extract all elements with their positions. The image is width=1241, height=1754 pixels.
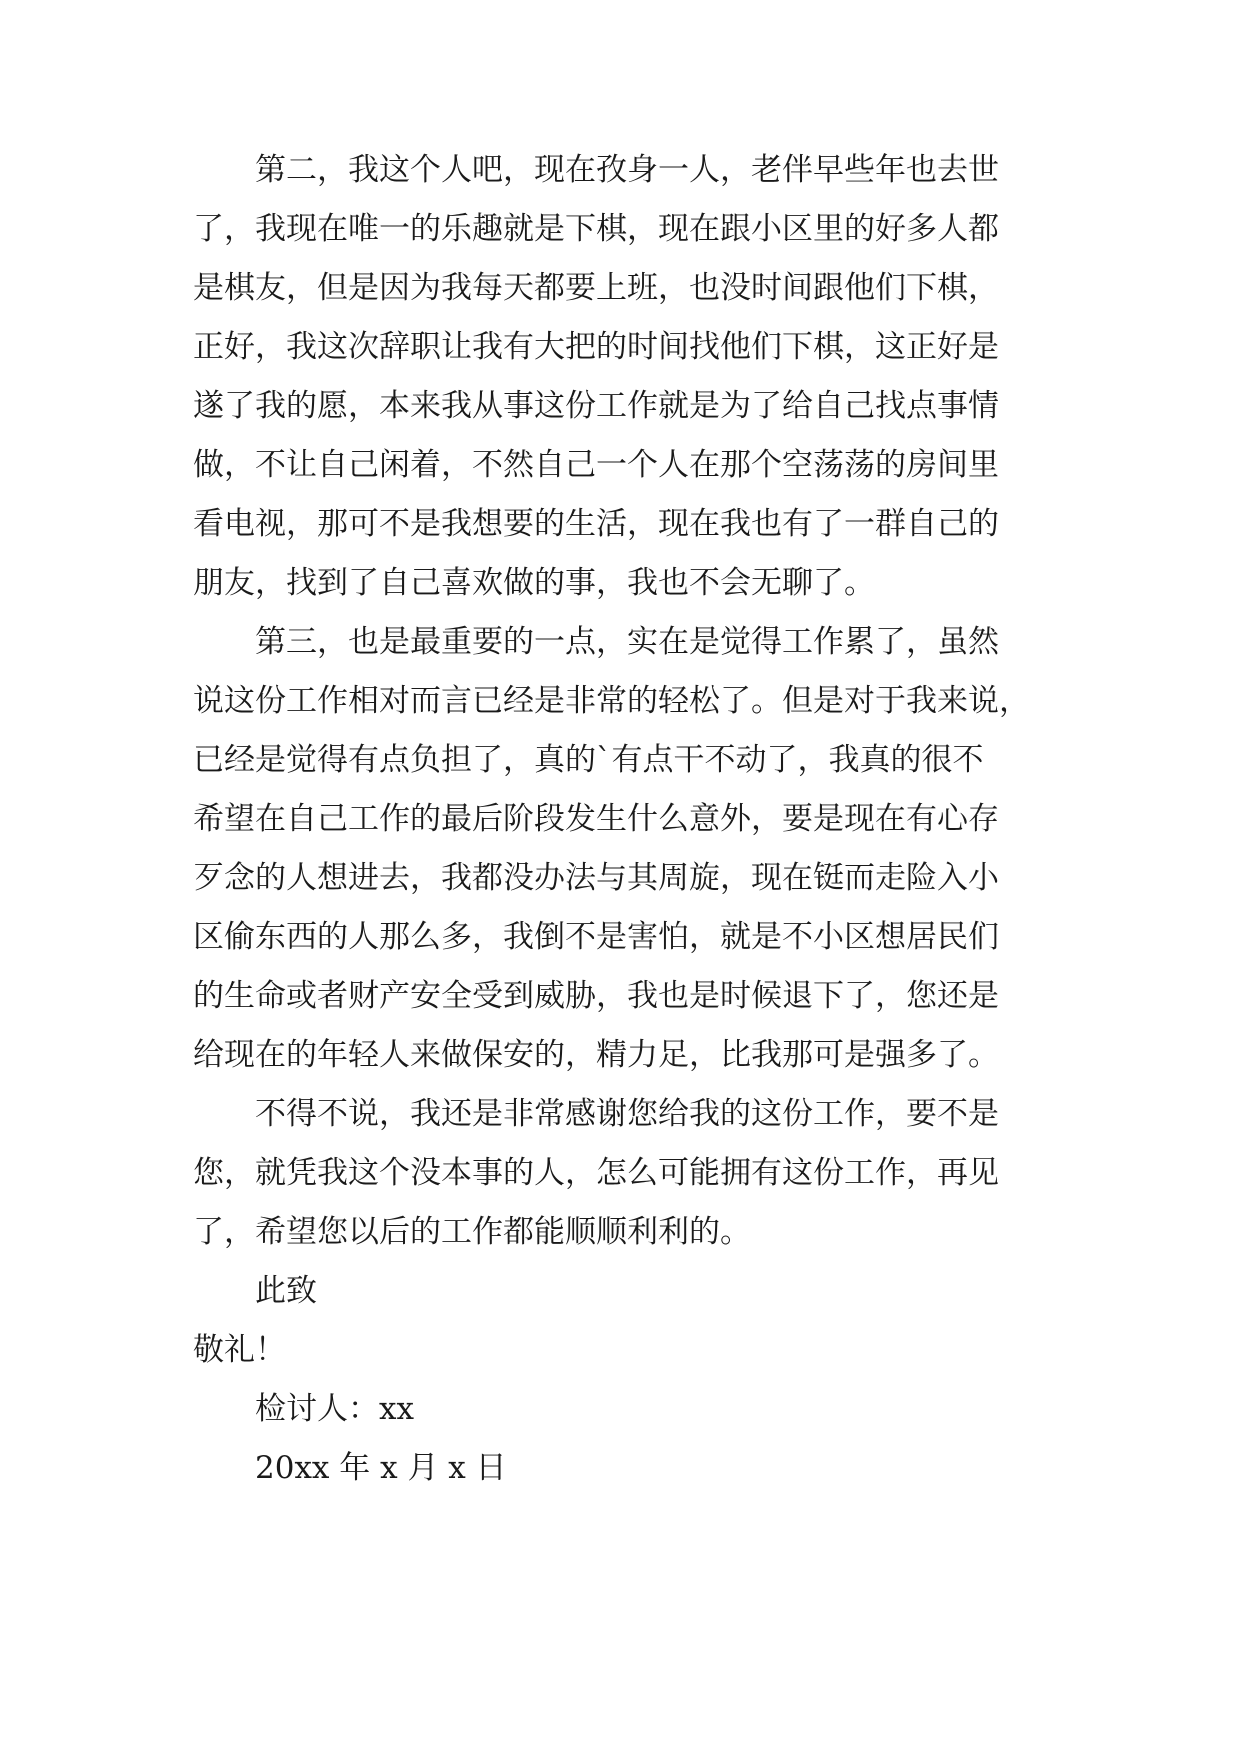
paragraph-1-line-5: 遂了我的愿，本来我从事这份工作就是为了给自己找点事情 xyxy=(193,388,999,424)
paragraph-1-line-7: 看电视，那可不是我想要的生活，现在我也有了一群自己的 xyxy=(193,506,999,542)
paragraph-2-line-8: 给现在的年轻人来做保安的，精力足，比我那可是强多了。 xyxy=(193,1037,999,1073)
paragraph-1-line-6: 做，不让自己闲着，不然自己一个人在那个空荡荡的房间里 xyxy=(193,447,999,483)
paragraph-2-line-5: 歹念的人想进去，我都没办法与其周旋，现在铤而走险入小 xyxy=(193,860,999,896)
paragraph-3-line-2: 您，就凭我这个没本事的人，怎么可能拥有这份工作，再见 xyxy=(193,1155,999,1191)
paragraph-2-line-3: 已经是觉得有点负担了，真的`有点干不动了，我真的很不 xyxy=(193,742,984,778)
paragraph-2-line-4: 希望在自己工作的最后阶段发生什么意外，要是现在有心存 xyxy=(193,801,999,837)
paragraph-1-line-3: 是棋友，但是因为我每天都要上班，也没时间跟他们下棋， xyxy=(193,270,999,306)
salutation-text: 敬礼！ xyxy=(193,1332,286,1368)
paragraph-3-line-3: 了，希望您以后的工作都能顺顺利利的。 xyxy=(193,1214,751,1250)
paragraph-2-line-2: 说这份工作相对而言已经是非常的轻松了。但是对于我来说， xyxy=(193,683,1030,719)
paragraph-1-line-2: 了，我现在唯一的乐趣就是下棋，现在跟小区里的好多人都 xyxy=(193,211,999,247)
paragraph-2-line-6: 区偷东西的人那么多，我倒不是害怕，就是不小区想居民们 xyxy=(193,919,999,955)
paragraph-1-line-1: 第二，我这个人吧，现在孜身一人，老伴早些年也去世 xyxy=(255,152,999,188)
date-text: 20xx 年 x 月 x 日 xyxy=(255,1450,507,1486)
paragraph-2-line-1: 第三，也是最重要的一点，实在是觉得工作累了，虽然 xyxy=(255,624,999,660)
closing-text: 此致 xyxy=(255,1273,317,1309)
paragraph-3-line-1: 不得不说，我还是非常感谢您给我的这份工作，要不是 xyxy=(255,1096,999,1132)
paragraph-1-line-8: 朋友，找到了自己喜欢做的事，我也不会无聊了。 xyxy=(193,565,875,601)
paragraph-2-line-7: 的生命或者财产安全受到威胁，我也是时候退下了，您还是 xyxy=(193,978,999,1014)
paragraph-1-line-4: 正好，我这次辞职让我有大把的时间找他们下棋，这正好是 xyxy=(193,329,999,365)
signature-text: 检讨人：xx xyxy=(255,1391,414,1427)
